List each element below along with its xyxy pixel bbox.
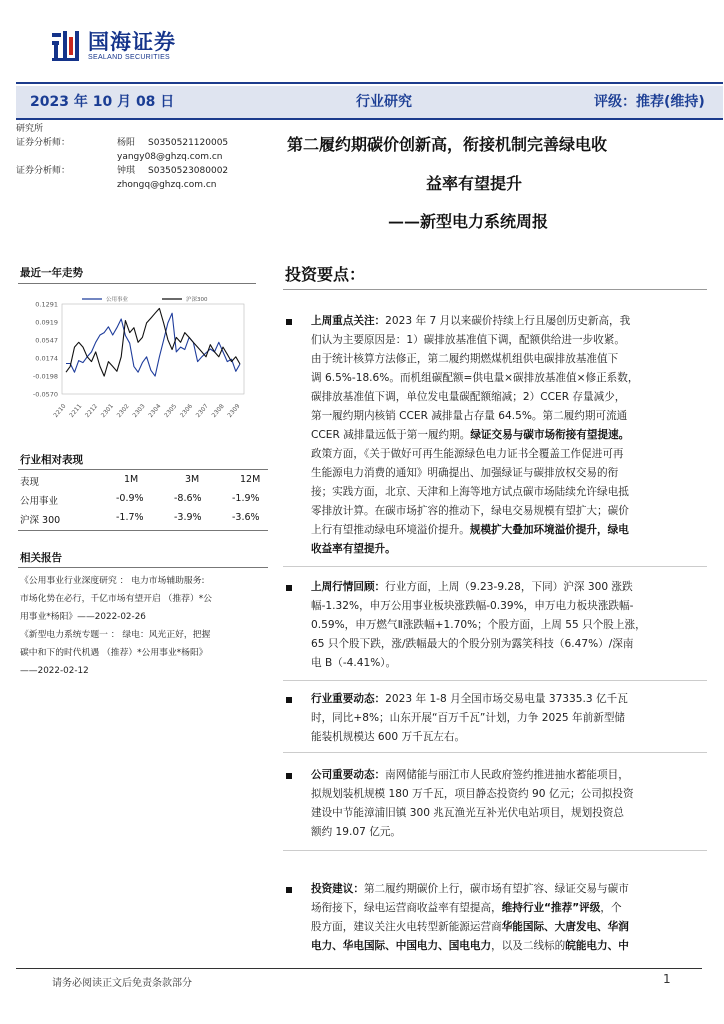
body-text: CCER 减排量远低于第一履约期。 xyxy=(311,429,471,441)
key-point-1 xyxy=(283,312,705,559)
institute-label: 研究所 xyxy=(16,124,44,134)
analyst-1-cert: S0350521120005 xyxy=(148,138,229,148)
trend-title: 最近一年走势 xyxy=(20,267,83,279)
analyst-2-name: 钟琪 xyxy=(117,166,136,176)
logo-mark-icon xyxy=(50,29,82,63)
key-point-line xyxy=(311,597,705,616)
chart-x-tick-label: 2303 xyxy=(131,402,147,419)
body-text: 时，同比+8%；山东开展“百万千瓦”计划，力争 2025 年前新型储 xyxy=(311,712,626,724)
report-rating: 评级：推荐(维持) xyxy=(594,94,705,110)
emphasis-text: 公司重要动态： xyxy=(311,769,386,781)
perf-header-3m: 3M xyxy=(185,474,200,485)
chart-y-tick-label: 0.0919 xyxy=(35,318,58,327)
report-title-line2: 益率有望提升 xyxy=(426,174,523,193)
analyst-1-email[interactable]: yangy08@ghzq.com.cn xyxy=(117,152,223,162)
analyst-1-role: 证券分析师： xyxy=(16,138,71,148)
related-report-item[interactable] xyxy=(20,626,210,680)
chart-y-tick-label: 0.0547 xyxy=(35,336,58,345)
emphasis-text: 皖能电力、中 xyxy=(565,940,629,952)
key-point-line xyxy=(311,823,705,842)
key-point-text xyxy=(311,578,705,673)
section-title: 投资要点： xyxy=(285,265,366,284)
body-text: 行业方面，上周（9.23-9.28，下同）沪深 300 涨跌 xyxy=(385,581,633,593)
bullet-icon xyxy=(286,585,292,591)
key-point-line xyxy=(311,616,705,635)
body-text: 调 6.5%-18.6%。而机组碳配额=供电量×碳排放基准值×修正系数， xyxy=(311,372,639,384)
body-text: 股方面，建议关注火电转型新能源运营商 xyxy=(311,921,502,933)
report-subtitle: ——新型电力系统周报 xyxy=(388,212,549,231)
analyst-2-cert: S0350523080002 xyxy=(148,166,229,176)
body-text: 零排放计算。在碳市场扩容的推动下，绿电交易规模有望扩大；碳价 xyxy=(311,505,629,517)
footer-disclaimer: 请务必阅读正文后免责条款部分 xyxy=(52,978,192,989)
perf-header-1m: 1M xyxy=(124,474,139,485)
emphasis-text: 规模扩大叠加环境溢价提升，绿电 xyxy=(469,524,629,536)
perf-row-label: 公用事业 xyxy=(20,496,59,507)
chart-x-tick-label: 2301 xyxy=(99,402,115,419)
emphasis-text: 上周行情回顾： xyxy=(311,581,386,593)
key-point-line xyxy=(311,578,705,597)
chart-y-tick-label: 0.1291 xyxy=(35,300,58,309)
body-text: 0.59%，申万燃气Ⅱ涨跌幅+1.70%；个股方面，上周 55 只个股上涨， xyxy=(311,619,646,631)
key-point-text xyxy=(311,312,705,559)
emphasis-text: 绿证交易与碳市场衔接有望提速。 xyxy=(470,429,630,441)
perf-header-12m: 12M xyxy=(240,474,261,485)
chart-x-tick-label: 2212 xyxy=(83,402,100,419)
emphasis-text: 维持行业“推荐”评级 xyxy=(501,902,601,914)
key-point-line xyxy=(311,445,705,464)
key-point-divider xyxy=(283,850,707,851)
chart-x-tick-label: 2307 xyxy=(194,402,210,419)
related-report-line: 《公用事业行业深度研究 ： 电力市场辅助服务: xyxy=(20,576,205,586)
report-date: 2023 年 10 月 08 日 xyxy=(30,94,175,110)
body-text: ，个 xyxy=(600,902,622,914)
key-point-line xyxy=(311,426,705,445)
body-text: 政策方面，《关于做好可再生能源绿色电力证书全覆盖工作促进可再 xyxy=(311,448,624,460)
section-rule xyxy=(283,289,707,290)
key-point-line xyxy=(311,728,705,747)
key-point-3 xyxy=(283,690,705,747)
analyst-1-name: 杨阳 xyxy=(117,138,136,148)
perf-header-label: 表现 xyxy=(20,477,40,488)
key-point-text xyxy=(311,880,705,956)
key-point-line xyxy=(311,766,705,785)
perf-row-value: -1.7% xyxy=(116,512,144,523)
chart-x-tick-label: 2308 xyxy=(210,402,226,419)
key-point-divider xyxy=(283,566,707,567)
body-text: 碳排放基准值下调，单位发电量碳配额缩减；2）CCER 存量减少， xyxy=(311,391,626,403)
perf-row-value: -3.9% xyxy=(174,512,202,523)
related-title: 相关报告 xyxy=(20,552,62,564)
body-text: 由于统计核算方法修正，第二履约期燃煤机组供电碳排放基准值下 xyxy=(311,353,619,365)
key-point-line xyxy=(311,331,705,350)
key-point-line xyxy=(311,350,705,369)
emphasis-text: 投资建议： xyxy=(311,883,364,895)
key-point-line xyxy=(311,369,705,388)
key-point-divider xyxy=(283,752,707,753)
perf-title: 行业相对表现 xyxy=(20,454,83,466)
body-text: ，以及二线标的 xyxy=(491,940,566,952)
key-point-line xyxy=(311,540,705,559)
company-logo xyxy=(50,26,176,66)
trend-rule xyxy=(18,283,256,284)
key-point-line xyxy=(311,654,705,673)
footer-rule xyxy=(16,968,702,969)
key-point-5 xyxy=(283,880,705,956)
perf-row-value: -1.9% xyxy=(232,493,260,504)
related-report-line: ——2022-02-12 xyxy=(20,666,89,676)
chart-legend-label: 沪深300 xyxy=(186,297,208,304)
logo-name-cn: 国海证券 xyxy=(88,30,176,54)
body-text: 65 只个股下跌，涨/跌幅最大的个股分别为露笑科技（6.47%）/深南 xyxy=(311,638,634,650)
body-text: 2023 年 7 月以来碳价持续上行且屡创历史新高，我 xyxy=(385,315,631,327)
key-point-line xyxy=(311,937,705,956)
related-report-line: 碳中和下的时代机遇 （推荐）*公用事业*杨阳》 xyxy=(20,648,208,658)
bullet-icon xyxy=(286,319,292,325)
chart-x-tick-label: 2211 xyxy=(68,402,84,419)
key-point-line xyxy=(311,521,705,540)
key-point-line xyxy=(311,464,705,483)
perf-row-value: -3.6% xyxy=(232,512,260,523)
chart-y-tick-label: -0.0198 xyxy=(32,372,58,381)
key-point-4 xyxy=(283,766,705,842)
key-point-line xyxy=(311,407,705,426)
chart-x-tick-label: 2309 xyxy=(226,402,242,419)
key-point-line xyxy=(311,880,705,899)
body-text: 额约 19.07 亿元。 xyxy=(311,826,402,838)
related-report-item[interactable] xyxy=(20,572,212,626)
page-number: 1 xyxy=(663,972,671,986)
perf-row-value: -8.6% xyxy=(174,493,202,504)
body-text: 接；实践方面，北京、天津和上海等地方试点碳市场陆续允许绿电抵 xyxy=(311,486,629,498)
chart-x-tick-label: 2304 xyxy=(147,402,163,419)
key-point-line xyxy=(311,785,705,804)
body-text: 场衔接下，绿电运营商收益率有望提高， xyxy=(311,902,502,914)
key-point-text xyxy=(311,690,705,747)
chart-legend-label: 公用事业 xyxy=(106,297,129,304)
trend-chart-svg xyxy=(18,290,256,430)
bullet-icon xyxy=(286,697,292,703)
body-text: 2023 年 1-8 月全国市场交易电量 37335.3 亿千瓦 xyxy=(385,693,628,705)
related-rule xyxy=(18,567,268,568)
analyst-2-role: 证券分析师： xyxy=(16,166,71,176)
perf-rule-top xyxy=(18,469,268,470)
key-point-line xyxy=(311,690,705,709)
key-point-text xyxy=(311,766,705,842)
body-text: 能装机规模达 600 万千瓦左右。 xyxy=(311,731,466,743)
chart-series-csi300 xyxy=(66,308,240,376)
key-point-divider xyxy=(283,680,707,681)
emphasis-text: 行业重要动态： xyxy=(311,693,386,705)
body-text: 们认为主要原因是：1）碳排放基准值下调，配额供给进一步收紧。 xyxy=(311,334,625,346)
chart-x-tick-label: 2302 xyxy=(115,402,131,419)
header-rule-bottom xyxy=(16,118,723,120)
related-report-line: 《新型电力系统专题一 ： 绿电：风光正好，把握 xyxy=(20,630,211,640)
report-category: 行业研究 xyxy=(356,94,412,110)
body-text: 南网储能与丽江市人民政府签约推进抽水蓄能项目， xyxy=(385,769,629,781)
key-point-2 xyxy=(283,578,705,673)
key-point-line xyxy=(311,899,705,918)
chart-x-tick-label: 2210 xyxy=(52,402,68,419)
key-point-line xyxy=(311,804,705,823)
key-point-line xyxy=(311,312,705,331)
body-text: 第一履约期内核销 CCER 减排量占存量 64.5%。第二履约期可流通 xyxy=(311,410,628,422)
related-report-line: 市场化势在必行，千亿市场有望开启 （推荐）*公 xyxy=(20,594,212,604)
report-title-line1: 第二履约期碳价创新高，衔接机制完善绿电收 xyxy=(287,135,608,154)
perf-rule-bottom xyxy=(18,530,268,531)
related-report-line: 用事业*杨阳》——2022-02-26 xyxy=(20,612,146,622)
chart-y-tick-label: 0.0174 xyxy=(35,354,58,363)
analyst-2-email[interactable]: zhongq@ghzq.com.cn xyxy=(117,180,217,190)
body-text: 拟规划装机规模 180 万千瓦，项目静态投资约 90 亿元；公司拟投资 xyxy=(311,788,634,800)
key-point-line xyxy=(311,502,705,521)
emphasis-text: 电力、华电国际、中国电力、国电电力 xyxy=(311,940,492,952)
emphasis-text: 华能国际、大唐发电、华润 xyxy=(501,921,629,933)
body-text: 建设中节能漳浦旧镇 300 兆瓦渔光互补光伏电站项目，规划投资总 xyxy=(311,807,624,819)
header-rule-top xyxy=(16,82,723,84)
key-point-line xyxy=(311,709,705,728)
perf-row-value: -0.9% xyxy=(116,493,144,504)
chart-y-tick-label: -0.0570 xyxy=(32,390,58,399)
logo-name-en: SEALAND SECURITIES xyxy=(88,54,171,61)
body-text: 第二履约期碳价上行，碳市场有望扩容、绿证交易与碳市 xyxy=(363,883,629,895)
perf-row-label: 沪深 300 xyxy=(20,515,61,526)
body-text: 幅-1.32%，申万公用事业板块涨跌幅-0.39%，申万电力板块涨跌幅- xyxy=(311,600,634,612)
trend-chart xyxy=(18,290,256,430)
body-text: 生能源电力消费的通知》明确提出、加强绿证与碳排放权交易的衔 xyxy=(311,467,619,479)
chart-x-tick-label: 2306 xyxy=(178,402,195,419)
chart-plot-area xyxy=(62,304,244,394)
bullet-icon xyxy=(286,773,292,779)
key-point-line xyxy=(311,388,705,407)
key-point-line xyxy=(311,918,705,937)
emphasis-text: 上周重点关注： xyxy=(311,315,386,327)
body-text: 电 B（-4.41%）。 xyxy=(311,657,397,669)
bullet-icon xyxy=(286,887,292,893)
key-point-line xyxy=(311,483,705,502)
emphasis-text: 收益率有望提升。 xyxy=(311,543,396,555)
chart-x-tick-label: 2305 xyxy=(163,402,179,419)
key-point-line xyxy=(311,635,705,654)
chart-series-utilities xyxy=(66,313,240,376)
body-text: 上行有望推动绿电环境溢价提升。 xyxy=(311,524,470,536)
